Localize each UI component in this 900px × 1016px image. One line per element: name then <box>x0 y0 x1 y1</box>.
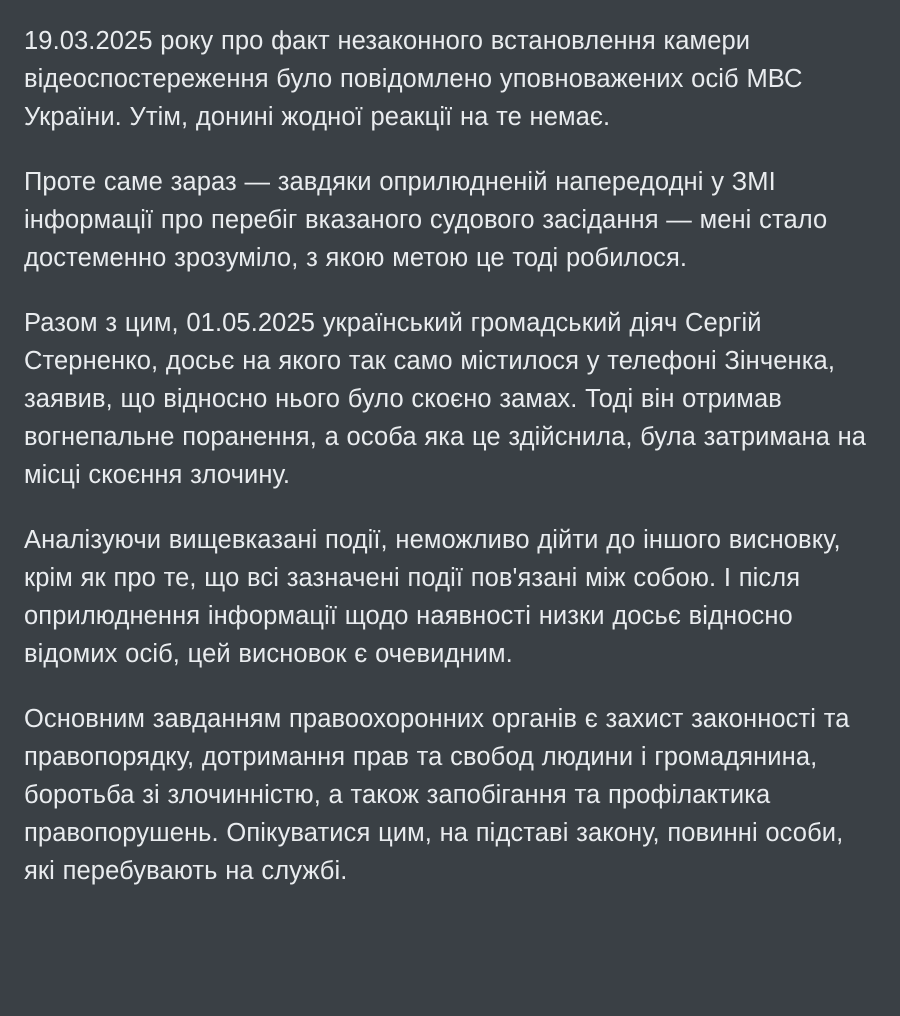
paragraph: Основним завданням правоохоронних органів є захист законності та правопорядку, дотримання прав та свобод людини і громадянина, боротьба зі злочинністю, а також запобігання та профілактика правопорушень. Опікуватися цим, на підставі закону, повинні особи, які перебувають на службі. <box>24 705 850 885</box>
paragraph: Аналізуючи вищевказані події, неможливо дійти до іншого висновку, крім як про те, що всі зазначені події пов'язані між собою. І після оприлюднення інформації щодо наявності низки досьє відносно відомих осіб, цей висновок є очевидним. <box>24 526 841 668</box>
paragraph: 19.03.2025 року про факт незаконного встановлення камери відеоспостереження було повідомлено уповноважених осіб МВС України. Утім, донині жодної реакції на те немає. <box>24 27 803 131</box>
paragraph: Проте саме зараз — завдяки оприлюдненій напередодні у ЗМІ інформації про перебіг вказаного судового засідання — мені стало достеменно зрозуміло, з якою метою це тоді робилося. <box>24 168 828 272</box>
paragraph: Разом з цим, 01.05.2025 український громадський діяч Сергій Стерненко, досьє на якого так само містилося у телефоні Зінченка, заявив, що відносно нього було скоєно замах. Тоді він отримав вогнепальне поранення, а особа яка це здійснила, була затримана на місці скоєння злочину. <box>24 309 867 489</box>
